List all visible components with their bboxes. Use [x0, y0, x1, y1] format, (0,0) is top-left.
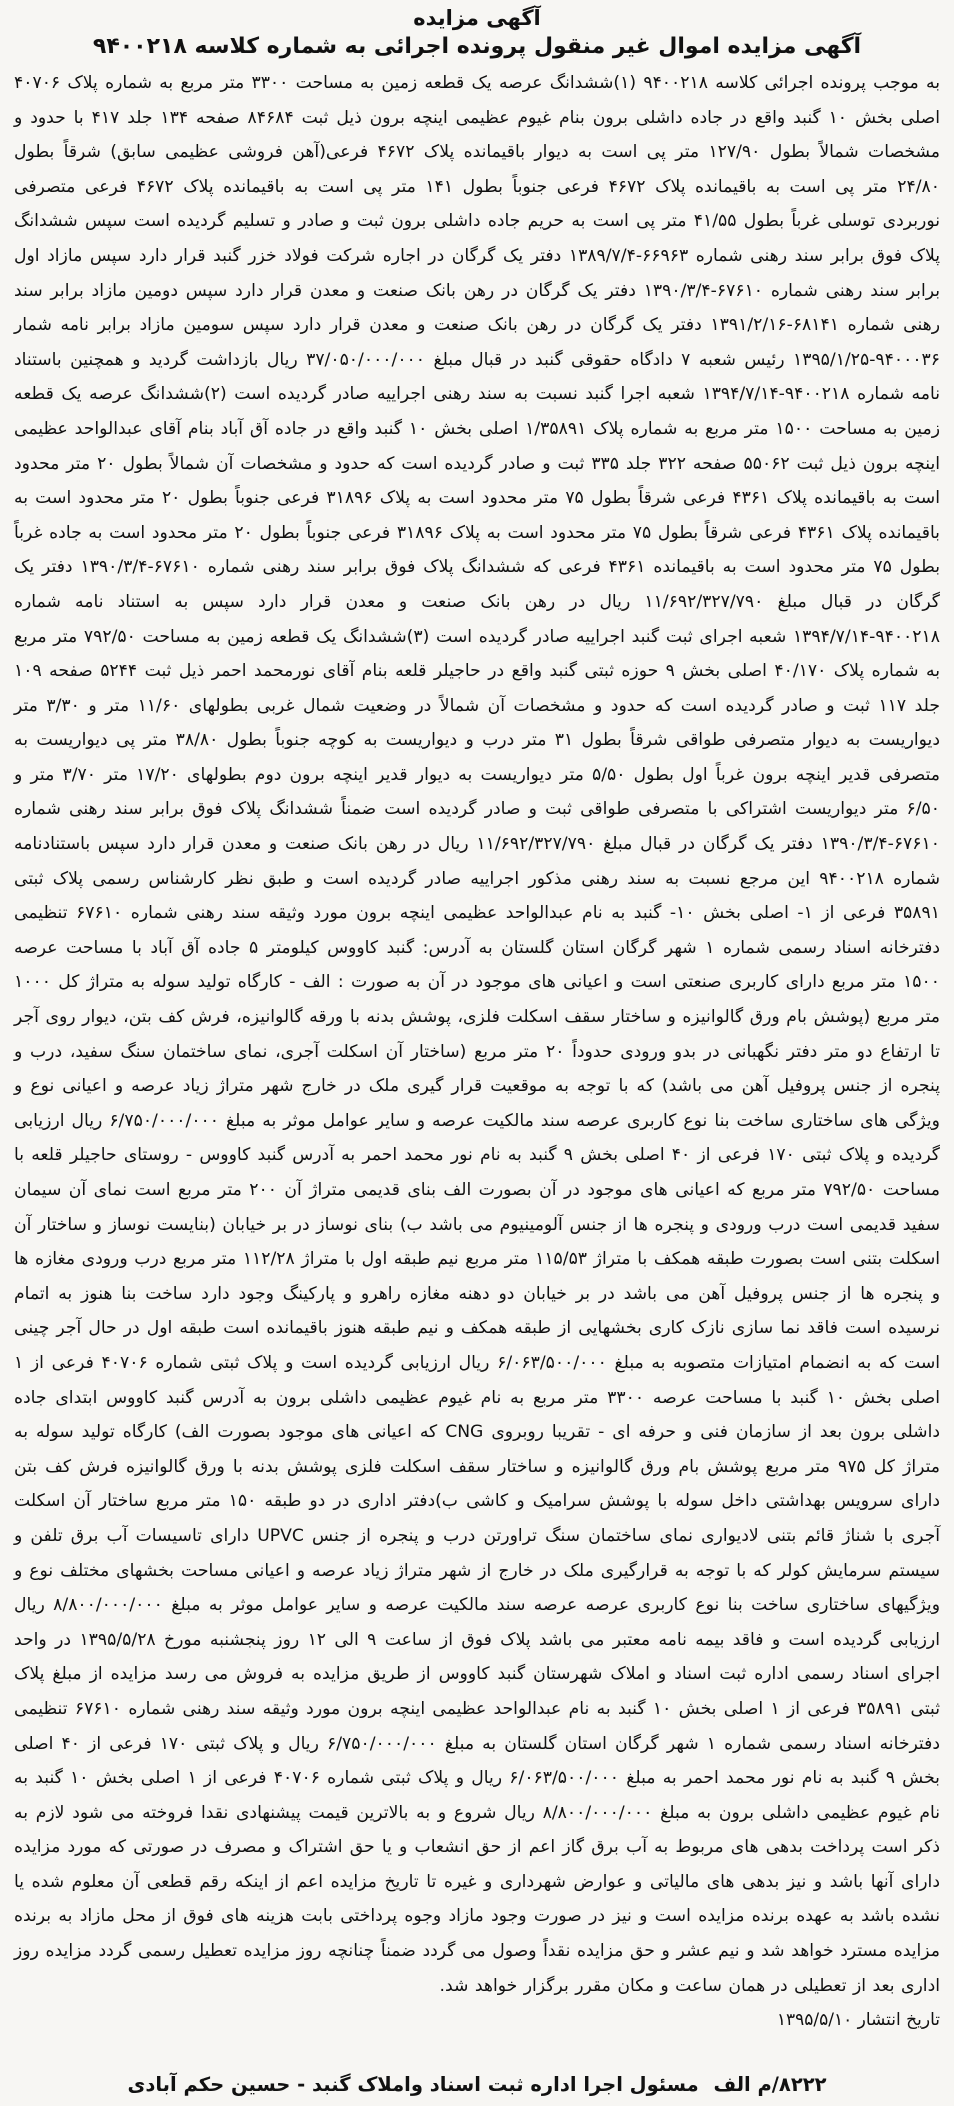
- notice-subtitle: آگهی مزایده اموال غیر منقول پرونده اجرائی به شماره کلاسه ۹۴۰۰۲۱۸: [92, 34, 862, 59]
- notice-body: [14, 66, 940, 2003]
- publish-date: تاریخ انتشار ۱۳۹۵/۵/۱۰: [776, 2010, 940, 2031]
- notice-title: آگهی مزایده: [413, 6, 541, 30]
- notice-header: [14, 4, 940, 62]
- signature-block: [24, 2070, 930, 2100]
- notice-paragraph: به موجب پرونده اجرائی کلاسه ۹۴۰۰۲۱۸ (۱)ششدانگ عرصه یک قطعه زمین به مساحت ۳۳۰۰ متر مربع به شماره پلاک ۴۰۷۰۶ اصلی بخش ۱۰ گنبد واقع در جاده داشلی برون بنام غیوم عظیمی اینچه برون ذیل ثبت ۸۴۶۸۴ صفحه ۱۳۴ جلد ۴۱۷ با حدود و مشخصات شمالاً بطول ۱۲۷/۹۰ متر پی است به دیوار باقیمانده پلاک ۴۶۷۲ فرعی(آهن فروشی عظیمی سابق) شرقاً بطول ۲۴/۸۰ متر پی است به باقیمانده پلاک ۴۶۷۲ فرعی جنوباً بطول ۱۴۱ متر پی است به باقیمانده پلاک ۴۶۷۲ فرعی متصرفی نوربردی توسلی غرباً بطول ۴۱/۵۵ متر پی است به حریم جاده داشلی برون ثبت و صادر و تسلیم گردیده است سپس ششدانگ پلاک فوق برابر سند رهنی شماره ۶۶۹۶۳-۱۳۸۹/۷/۴ دفتر یک گرگان در اجاره شرکت فولاد خزر گنبد قرار دارد سپس مازاد اول برابر سند رهنی شماره ۶۷۶۱۰-۱۳۹۰/۳/۴ دفتر یک گرگان در رهن بانک صنعت و معدن قرار دارد سپس دومین مازاد برابر سند رهنی شماره ۶۸۱۴۱-۱۳۹۱/۲/۱۶ دفتر یک گرگان در رهن بانک صنعت و معدن قرار دارد سپس سومین مازاد برابر نامه شمار ۹۴۰۰۰۳۶-۱۳۹۵/۱/۲۵ رئیس شعبه ۷ دادگاه حقوقی گنبد در قبال مبلغ ۳۷/۰۵۰/۰۰۰/۰۰۰ ریال بازداشت گردید و همچنین باستناد نامه شماره ۹۴۰۰۲۱۸-۱۳۹۴/۷/۱۴ شعبه اجرا گنبد نسبت به سند رهنی اجراییه صادر گردیده است (۲)ششدانگ عرصه یک قطعه زمین به مساحت ۱۵۰۰ متر مربع به شماره پلاک ۱/۳۵۸۹۱ اصلی بخش ۱۰ گنبد واقع در جاده آق آباد بنام آقای عبدالواحد عظیمی اینچه برون ذیل ثبت ۵۵۰۶۲ صفحه ۳۲۲ جلد ۳۳۵ ثبت و صادر گردیده است که حدود و مشخصات آن شمالاً بطول ۲۰ متر محدود است به باقیمانده پلاک ۴۳۶۱ فرعی شرقاً بطول ۷۵ متر محدود است به پلاک ۳۱۸۹۶ فرعی جنوباً بطول ۲۰ متر محدود است به باقیمانده پلاک ۴۳۶۱ فرعی شرقاً بطول ۷۵ متر محدود است به پلاک ۳۱۸۹۶ فرعی جنوباً بطول ۲۰ متر محدود است به جاده غرباً بطول ۷۵ متر محدود است به باقیمانده ۴۳۶۱ فرعی که ششدانگ پلاک فوق برابر سند رهنی شماره ۶۷۶۱۰-۱۳۹۰/۳/۴ دفتر یک گرگان در قبال مبلغ ۱۱/۶۹۲/۳۲۷/۷۹۰ ریال در رهن بانک صنعت و معدن قرار دارد سپس به استناد نامه شماره ۹۴۰۰۲۱۸-۱۳۹۴/۷/۱۴ شعبه اجرای ثبت گنبد اجراییه صادر گردیده است (۳)ششدانگ یک قطعه زمین به مساحت ۷۹۲/۵۰ متر مربع به شماره پلاک ۴۰/۱۷۰ اصلی بخش ۹ حوزه ثبتی گنبد واقع در حاجیلر قلعه بنام آقای نورمحمد احمر ذیل ثبت ۵۲۴۴ صفحه ۱۰۹ جلد ۱۱۷ ثبت و صادر گردیده است که حدود و مشخصات آن شمالاً در وضعیت شمال غربی بطولهای ۱۱/۶۰ متر و ۳/۳۰ متر دیواریست به دیوار متصرفی طواقی شرقاً بطول ۳۱ متر درب و دیواریست به کوچه جنوباً بطول ۳۸/۸۰ متر پی دیواریست به متصرفی قدیر اینچه برون غرباً اول بطول ۵/۵۰ متر دیواریست به دیوار قدیر اینچه برون دوم بطولهای ۱۷/۲۰ متر ۳/۷۰ متر و ۶/۵۰ متر دیواریست اشتراکی با متصرفی طواقی ثبت و صادر گردیده است ضمناً ششدانگ پلاک فوق برابر سند رهنی شماره ۶۷۶۱۰-۱۳۹۰/۳/۴ دفتر یک گرگان در قبال مبلغ ۱۱/۶۹۲/۳۲۷/۷۹۰ ریال در رهن بانک صنعت و معدن قرار دارد سپس باستنادنامه شماره ۹۴۰۰۲۱۸ این مرجع نسبت به سند رهنی مذکور اجراییه صادر گردیده است و طبق نظر کارشناس رسمی پلاک ثبتی ۳۵۸۹۱ فرعی از ۱- اصلی بخش ۱۰- گنبد به نام عبدالواحد عظیمی اینچه برون مورد وثیقه سند رهنی شماره ۶۷۶۱۰ تنظیمی دفترخانه اسناد رسمی شماره ۱ شهر گرگان استان گلستان به آدرس: گنبد کاووس کیلومتر ۵ جاده آق آباد با مساحت عرصه ۱۵۰۰ متر مربع دارای کاربری صنعتی است و اعیانی های موجود در آن به صورت : الف - کارگاه تولید سوله به متراژ کل ۱۰۰۰ متر مربع (پوشش بام ورق گالوانیزه و ساختار سقف اسکلت فلزی، پوشش بدنه با ورقه گالوانیزه، فرش کف بتن، دیوار روی آجر تا ارتفاع دو متر دفتر نگهبانی در بدو ورودی حدوداً ۲۰ متر مربع (ساختار آن اسکلت آجری، نمای ساختمان سنگ سفید، درب و پنجره از جنس پروفیل آهن می باشد) که با توجه به موقعیت قرار گیری ملک در خارج شهر متراژ زیاد عرصه و اعیانی نوع و ویژگی های ساختاری ساخت بنا نوع کاربری عرصه سند مالکیت عرصه و سایر عوامل موثر به مبلغ ۶/۷۵۰/۰۰۰/۰۰۰ ریال ارزیابی گردیده و پلاک ثبتی ۱۷۰ فرعی از ۴۰ اصلی بخش ۹ گنبد به نام نور محمد احمر به آدرس گنبد کاووس - روستای حاجیلر قلعه با مساحت ۷۹۲/۵۰ متر مربع که اعیانی های موجود در آن بصورت الف بنای قدیمی متراژ آن ۲۰۰ متر مربع است نمای آن سیمان سفید قدیمی است درب ورودی و پنجره ها از جنس آلومینیوم می باشد ب) بنای نوساز در بر خیابان (بنایست نوساز و ساختار آن اسکلت بتنی است بصورت طبقه همکف با متراژ ۱۱۵/۵۳ متر مربع نیم طبقه اول با متراژ ۱۱۲/۲۸ متر مربع درب ورودی مغازه ها و پنجره ها از جنس پروفیل آهن می باشد در بر خیابان دو دهنه مغازه راهرو و پارکینگ وجود دارد ساخت بنا هنوز به اتمام نرسیده است فاقد نما سازی نازک کاری بخشهایی از طبقه همکف و نیم طبقه هنوز باقیمانده است طبقه اول در حال آجر چینی است که به انضمام امتیازات متصوبه به مبلغ ۶/۰۶۳/۵۰۰/۰۰۰ ریال ارزیابی گردیده است و پلاک ثبتی شماره ۴۰۷۰۶ فرعی از ۱ اصلی بخش ۱۰ گنبد با مساحت عرصه ۳۳۰۰ متر مربع به نام غیوم عظیمی داشلی برون به آدرس گنبد کاووس ابتدای جاده داشلی برون بعد از سازمان فنی و حرفه ای - تقریبا روبروی CNG که اعیانی های موجود بصورت الف) کارگاه تولید سوله به متراژ کل ۹۷۵ متر مربع پوشش بام ورق گالوانیزه و ساختار سقف اسکلت فلزی پوشش بدنه با ورق گالوانیزه فرش کف بتن دارای سرویس بهداشتی داخل سوله با پوشش سرامیک و کاشی ب)دفتر اداری در دو طبقه ۱۵۰ متر مربع ساختار آن اسکلت آجری با شناژ قائم بتنی لادیواری نمای ساختمان سنگ تراورتن درب و پنجره از جنس UPVC دارای تاسیسات آب برق تلفن و سیستم سرمایش کولر که با توجه به قرارگیری ملک در خارج از شهر متراژ زیاد عرصه و اعیانی مساحت بخشهای مختلف نوع و ویژگیهای ساختاری ساخت بنا نوع کاربری عرصه عرصه سند مالکیت عرصه و سایر عوامل موثر به مبلغ ۸/۸۰۰/۰۰۰/۰۰۰ ریال ارزیابی گردیده است و فاقد بیمه نامه معتبر می باشد پلاک فوق از ساعت ۹ الی ۱۲ روز پنجشنبه مورخ ۱۳۹۵/۵/۲۸ در واحد اجرای اسناد رسمی اداره ثبت اسناد و املاک شهرستان گنبد کاووس از طریق مزایده به فروش می رسد مزایده از مبلغ پلاک ثبتی ۳۵۸۹۱ فرعی از ۱ اصلی بخش ۱۰ گنبد به نام عبدالواحد عظیمی اینچه برون مورد وثیقه سند رهنی شماره ۶۷۶۱۰ تنظیمی دفترخانه اسناد رسمی شماره ۱ شهر گرگان استان گلستان به مبلغ ۶/۷۵۰/۰۰۰/۰۰۰ ریال و پلاک ثبتی ۱۷۰ فرعی از ۴۰ اصلی بخش ۹ گنبد به نام نور محمد احمر به مبلغ ۶/۰۶۳/۵۰۰/۰۰۰ ریال و پلاک ثبتی شماره ۴۰۷۰۶ فرعی از ۱ اصلی بخش ۱۰ گنبد به نام غیوم عظیمی داشلی برون به مبلغ ۸/۸۰۰/۰۰۰/۰۰۰ ریال شروع و به بالاترین قیمت پیشنهادی نقدا فروخته می شود لازم به ذکر است پرداخت بدهی های مربوط به آب برق گاز اعم از حق انشعاب و یا حق اشتراک و مصرف در صورتی که مورد مزایده دارای آنها باشد و نیز بدهی های مالیاتی و عوارض شهرداری و غیره تا تاریخ مزایده اعم از اینکه رقم قطعی آن معلوم شده یا نشده باشد به عهده برنده مزایده است و نیز در صورت وجود مازاد وجوه پرداختی بابت هزینه های فوق از محل مازاد به برنده مزایده مسترد خواهد شد و نیم عشر و حق مزایده نقداً وصول می گردد ضمناً چنانچه روز مزایده تعطیل رسمی گردد مزایده روز اداری بعد از تعطیلی در همان ساعت و مکان مقرر برگزار خواهد شد.: [14, 73, 941, 1996]
- signature-name: مسئول اجرا اداره ثبت اسناد واملاک گنبد - حسین حکم آبادی: [127, 2073, 699, 2096]
- notice-code: ۸۲۲۲/م الف: [713, 2073, 827, 2096]
